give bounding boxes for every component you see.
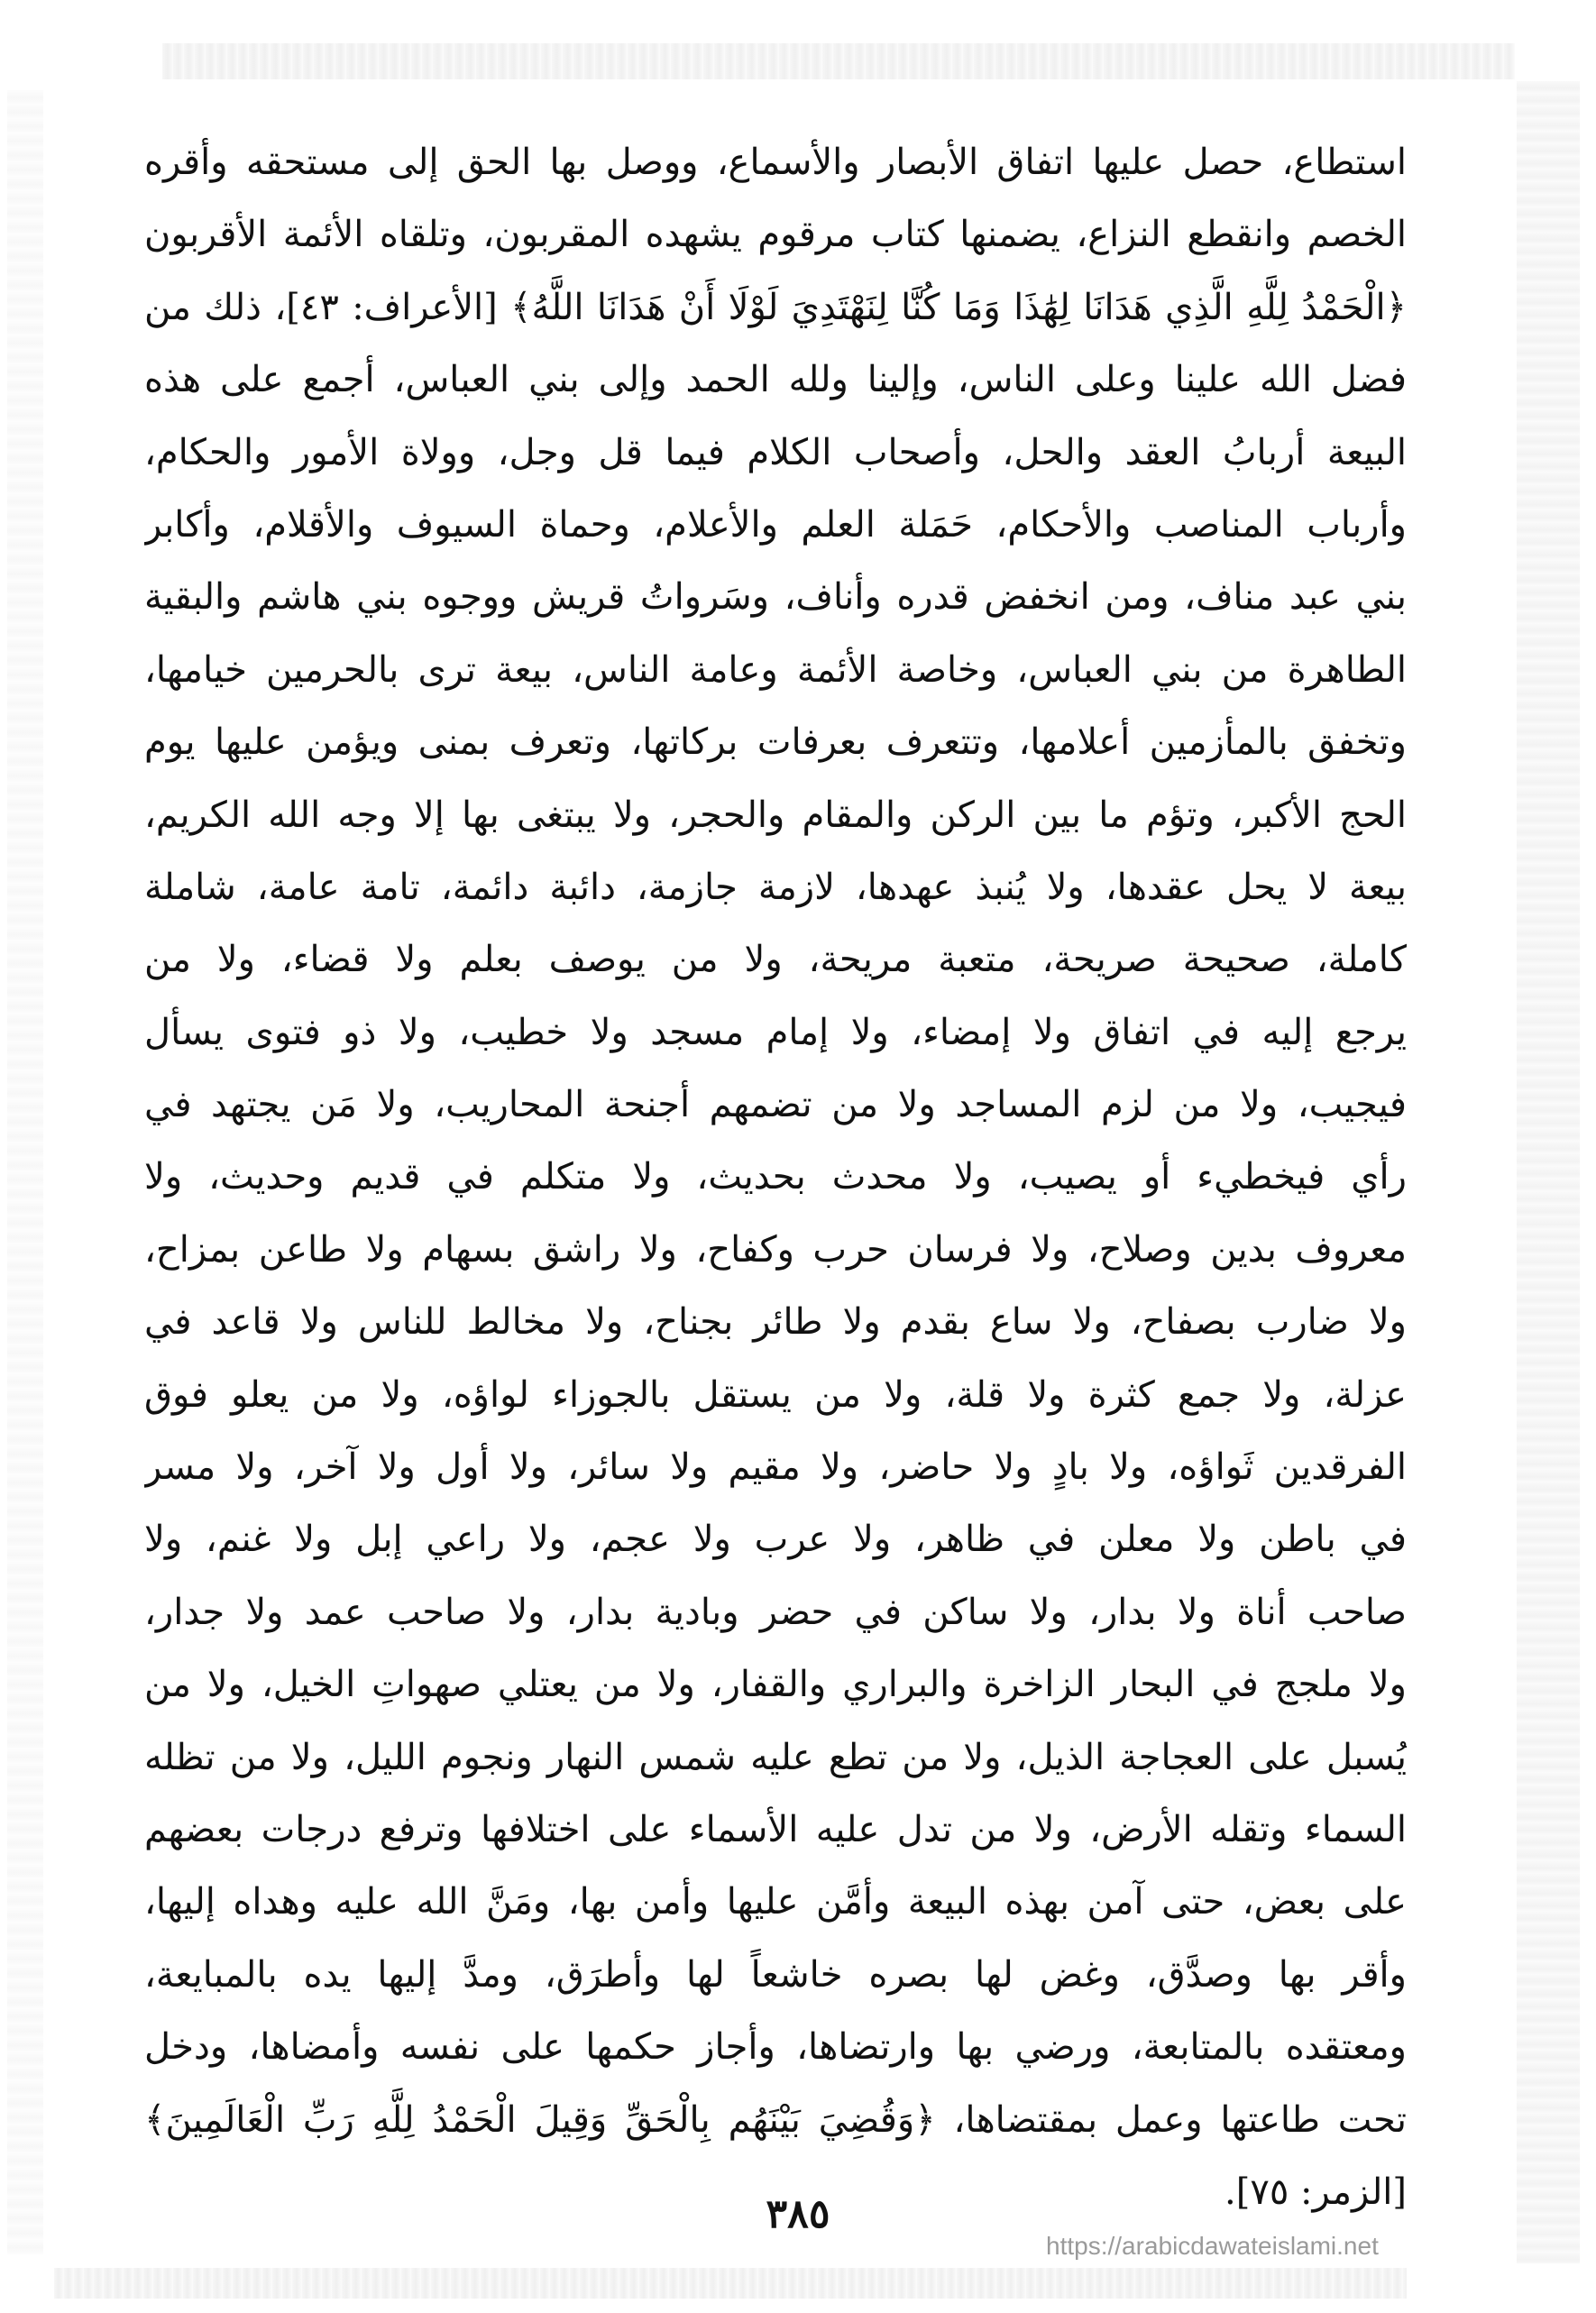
- text-line: تحت طاعتها وعمل بمقتضاها، ﴿وَقُضِيَ بَيْنَهُم بِالْحَقِّ وَقِيلَ الْحَمْدُ لِلَّهِ رَبِّ الْعَالَمِينَ﴾: [144, 2098, 1407, 2141]
- text-line: ومعتقده بالمتابعة، ورضي بها وارتضاها، وأجاز حكمها على نفسه وأمضاها، ودخل: [144, 2026, 1407, 2069]
- text-line: كاملة، صحيحة صريحة، متعبة مريحة، ولا من يوصف بعلم ولا قضاء، ولا من: [144, 939, 1407, 981]
- text-line: صاحب أناة ولا بدار، ولا ساكن في حضر وبادية بدار، ولا صاحب عمد ولا جدار،: [144, 1591, 1407, 1633]
- scan-edge-top: [162, 43, 1515, 79]
- scan-edge-left: [7, 90, 43, 2254]
- text-line: فيجيب، ولا من لزم المساجد ولا من تضمهم أجنحة المحاريب، ولا مَن يجتهد في: [144, 1084, 1407, 1126]
- page-number: ٣٨٥: [766, 2191, 830, 2237]
- text-line: استطاع، حصل عليها اتفاق الأبصار والأسماع، ووصل بها الحق إلى مستحقه وأقره: [144, 142, 1407, 183]
- text-line: بني عبد مناف، ومن انخفض قدره وأناف، وسَرواتُ قريش ووجوه بني هاشم والبقية: [144, 576, 1407, 619]
- text-line: معروف بدين وصلاح، ولا فرسان حرب وكفاح، ولا راشق بسهام ولا طاعن بمزاح،: [144, 1228, 1407, 1271]
- text-line: في باطن ولا معلن في ظاهر، ولا عرب ولا عجم، ولا راعي إبل ولا غنم، ولا: [144, 1519, 1407, 1561]
- body-text: [144, 126, 1407, 2228]
- text-line: ﴿الْحَمْدُ لِلَّهِ الَّذِي هَدَانَا لِهَٰذَا وَمَا كُنَّا لِنَهْتَدِيَ لَوْلَا أَنْ هَدَانَا اللَّهُ﴾ [الأعراف: ٤٣]، ذلك من: [144, 286, 1407, 328]
- text-line: السماء وتقله الأرض، ولا من تدل عليه الأسماء على اختلافها وترفع درجات بعضهم: [144, 1808, 1407, 1850]
- text-line: الفرقدين ثَواؤه، ولا بادٍ ولا حاضر، ولا مقيم ولا سائر، ولا أول ولا آخر، ولا مسر: [144, 1446, 1407, 1489]
- text-line: ولا ملجج في البحار الزاخرة والبراري والقفار، ولا من يعتلي صهواتِ الخيل، ولا من: [144, 1664, 1407, 1706]
- text-line: الخصم وانقطع النزاع، يضمنها كتاب مرقوم يشهده المقربون، وتلقاه الأئمة الأقربون: [144, 214, 1407, 256]
- text-line: البيعة أربابُ العقد والحل، وأصحاب الكلام فيما قل وجل، وولاة الأمور والحكام،: [144, 431, 1407, 473]
- text-line: وتخفق بالمأزمين أعلامها، وتتعرف بعرفات بركاتها، وتعرف بمنى ويؤمن عليها يوم: [144, 721, 1407, 764]
- text-line: الحج الأكبر، وتؤم ما بين الركن والمقام والحجر، ولا يبتغى بها إلا وجه الله الكريم،: [144, 794, 1407, 836]
- text-line-last: [الزمر: ٧٥].: [1225, 2171, 1407, 2213]
- text-line: الطاهرة من بني العباس، وخاصة الأئمة وعامة الناس، بيعة ترى بالحرمين خيامها،: [144, 648, 1407, 691]
- scan-edge-right: [1517, 81, 1580, 2263]
- text-line: ولا ضارب بصفاح، ولا ساع بقدم ولا طائر بجناح، ولا مخالط للناس ولا قاعد في: [144, 1301, 1407, 1344]
- text-line: فضل الله علينا وعلى الناس، وإلينا ولله الحمد وإلى بني العباس، أجمع على هذه: [144, 359, 1407, 401]
- text-line: يرجع إليه في اتفاق ولا إمضاء، ولا إمام مسجد ولا خطيب، ولا ذو فتوى يسأل: [144, 1011, 1407, 1053]
- text-line: وأقر بها وصدَّق، وغض لها بصره خاشعاً لها وأطرَق، ومدَّ إليها يده بالمبايعة،: [144, 1953, 1407, 1996]
- text-line: على بعض، حتى آمن بهذه البيعة وأمَّن عليها وأمن بها، ومَنَّ الله عليه وهداه إليها،: [144, 1881, 1407, 1923]
- text-line: بيعة لا يحل عقدها، ولا يُنبذ عهدها، لازمة جازمة، دائبة دائمة، تامة عامة، شاملة: [144, 866, 1407, 908]
- text-line: عزلة، ولا جمع كثرة ولا قلة، ولا من يستقل بالجوزاء لواؤه، ولا من يعلو فوق: [144, 1373, 1407, 1416]
- text-line: وأرباب المناصب والأحكام، حَمَلة العلم والأعلام، وحماة السيوف والأقلام، وأكابر: [144, 503, 1407, 546]
- text-line: يُسبل على العجاجة الذيل، ولا من تطع عليه شمس النهار ونجوم الليل، ولا من تظله: [144, 1736, 1407, 1778]
- watermark-url: https://arabicdawateislami.net: [1046, 2232, 1379, 2260]
- scan-edge-bottom: [54, 2268, 1407, 2299]
- text-line: رأي فيخطيء أو يصيب، ولا محدث بحديث، ولا متكلم في قديم وحديث، ولا: [144, 1156, 1407, 1198]
